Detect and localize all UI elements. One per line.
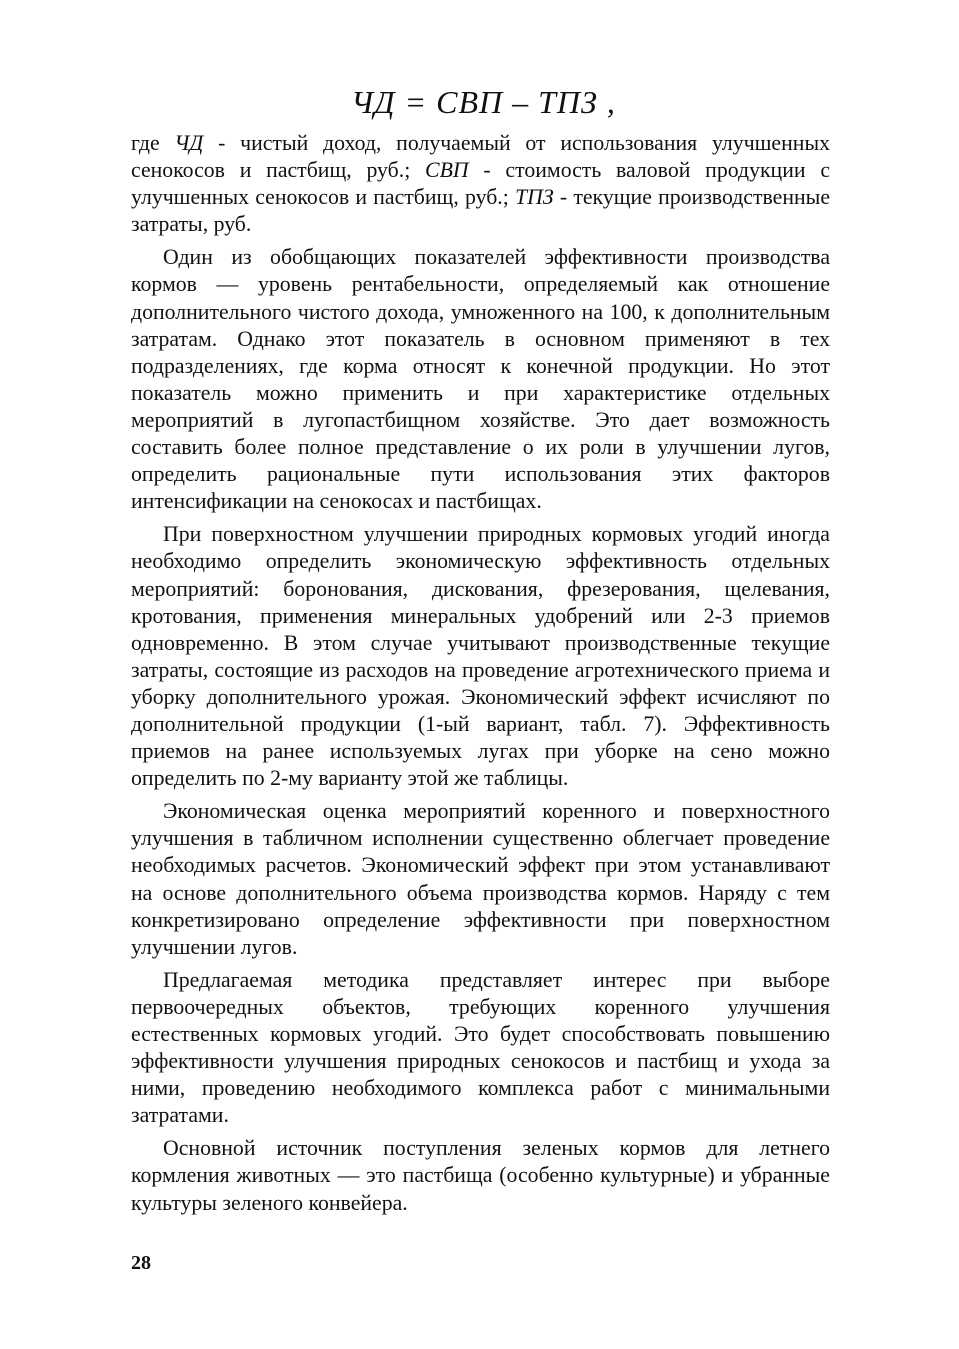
term-tpz: ТПЗ <box>515 185 554 210</box>
term-svp: СВП <box>425 158 469 183</box>
term-chd: ЧД <box>174 131 204 155</box>
body-text <box>131 130 830 1223</box>
paragraph-methodology: Предлагаемая методика представляет интерес при выборе первоочередных объектов, требующих коренного улучшения естественных кормовых угодий. Это будет способствовать повышению эффективности улучшения природных сенокосов и пастбищ и ухода за ними, проведению необходимого комплекса работ с минимальными затратами. <box>131 967 830 1128</box>
page-number: 28 <box>131 1252 151 1274</box>
formula: ЧД = СВП – ТПЗ , <box>351 84 616 120</box>
paragraph-surface-improvement: При поверхностном улучшении природных кормовых угодий иногда необходимо определить экономическую эффективность отдельных мероприятий: боронования, дискования, фрезерования, щелевания, кротования, применения минеральных удобрений или 2-3 приемов одновременно. В этом случае учитывают производственные текущие затраты, состоящие из расходов на проведение агротехнического приема и уборку дополнительного урожая. Экономический эффект исчисляют по дополнительной продукции (1-ый вариант, табл. 7). Эффективность приемов на ранее используемых лугах при уборке на сено можно определить по 2-му варианту этой же таблицы. <box>131 522 830 791</box>
paragraph-green-feed: Основной источник поступления зеленых кормов для летнего кормления животных — это пастбища (особенно культурные) и убранные культуры зеленого конвейера. <box>131 1136 830 1215</box>
paragraph-profitability: Один из обобщающих показателей эффективности производства кормов — уровень рентабельности, определяемый как отношение дополнительного чистого дохода, умноженного на 100, к дополнительным затратам. Однако этот показатель в основном применяют в тех подразделениях, где корма относят к конечной продукции. Но этот показатель можно применить и при характеристике отдельных мероприятий в лугопастбищном хозяйстве. Это дает возможность составить более полное представление о их роли в улучшении лугов, определить рациональные пути использования этих факторов интенсификации на сенокосах и пастбищах. <box>131 245 830 514</box>
definition-text-2: - стоимость валовой продукции с улучшенных сенокосов и пастбищ, руб.; <box>131 158 830 210</box>
paragraph-economic-assessment: Экономическая оценка мероприятий коренного и поверхностного улучшения в табличном исполнении существенно облегчает проведение необходимых расчетов. Экономический эффект при этом устанавливают на основе дополнительного объема производства кормов. Наряду с тем конкретизировано определение эффективности при поверхностном улучшении лугов. <box>131 799 830 959</box>
definition-text-1: - чистый доход, получаемый от использования улучшенных сенокосов и пастбищ, руб.; <box>131 131 830 183</box>
definition-text-3: - текущие производственные затраты, руб. <box>131 185 830 237</box>
definition-paragraph <box>131 130 830 238</box>
definition-intro: где <box>131 131 175 155</box>
